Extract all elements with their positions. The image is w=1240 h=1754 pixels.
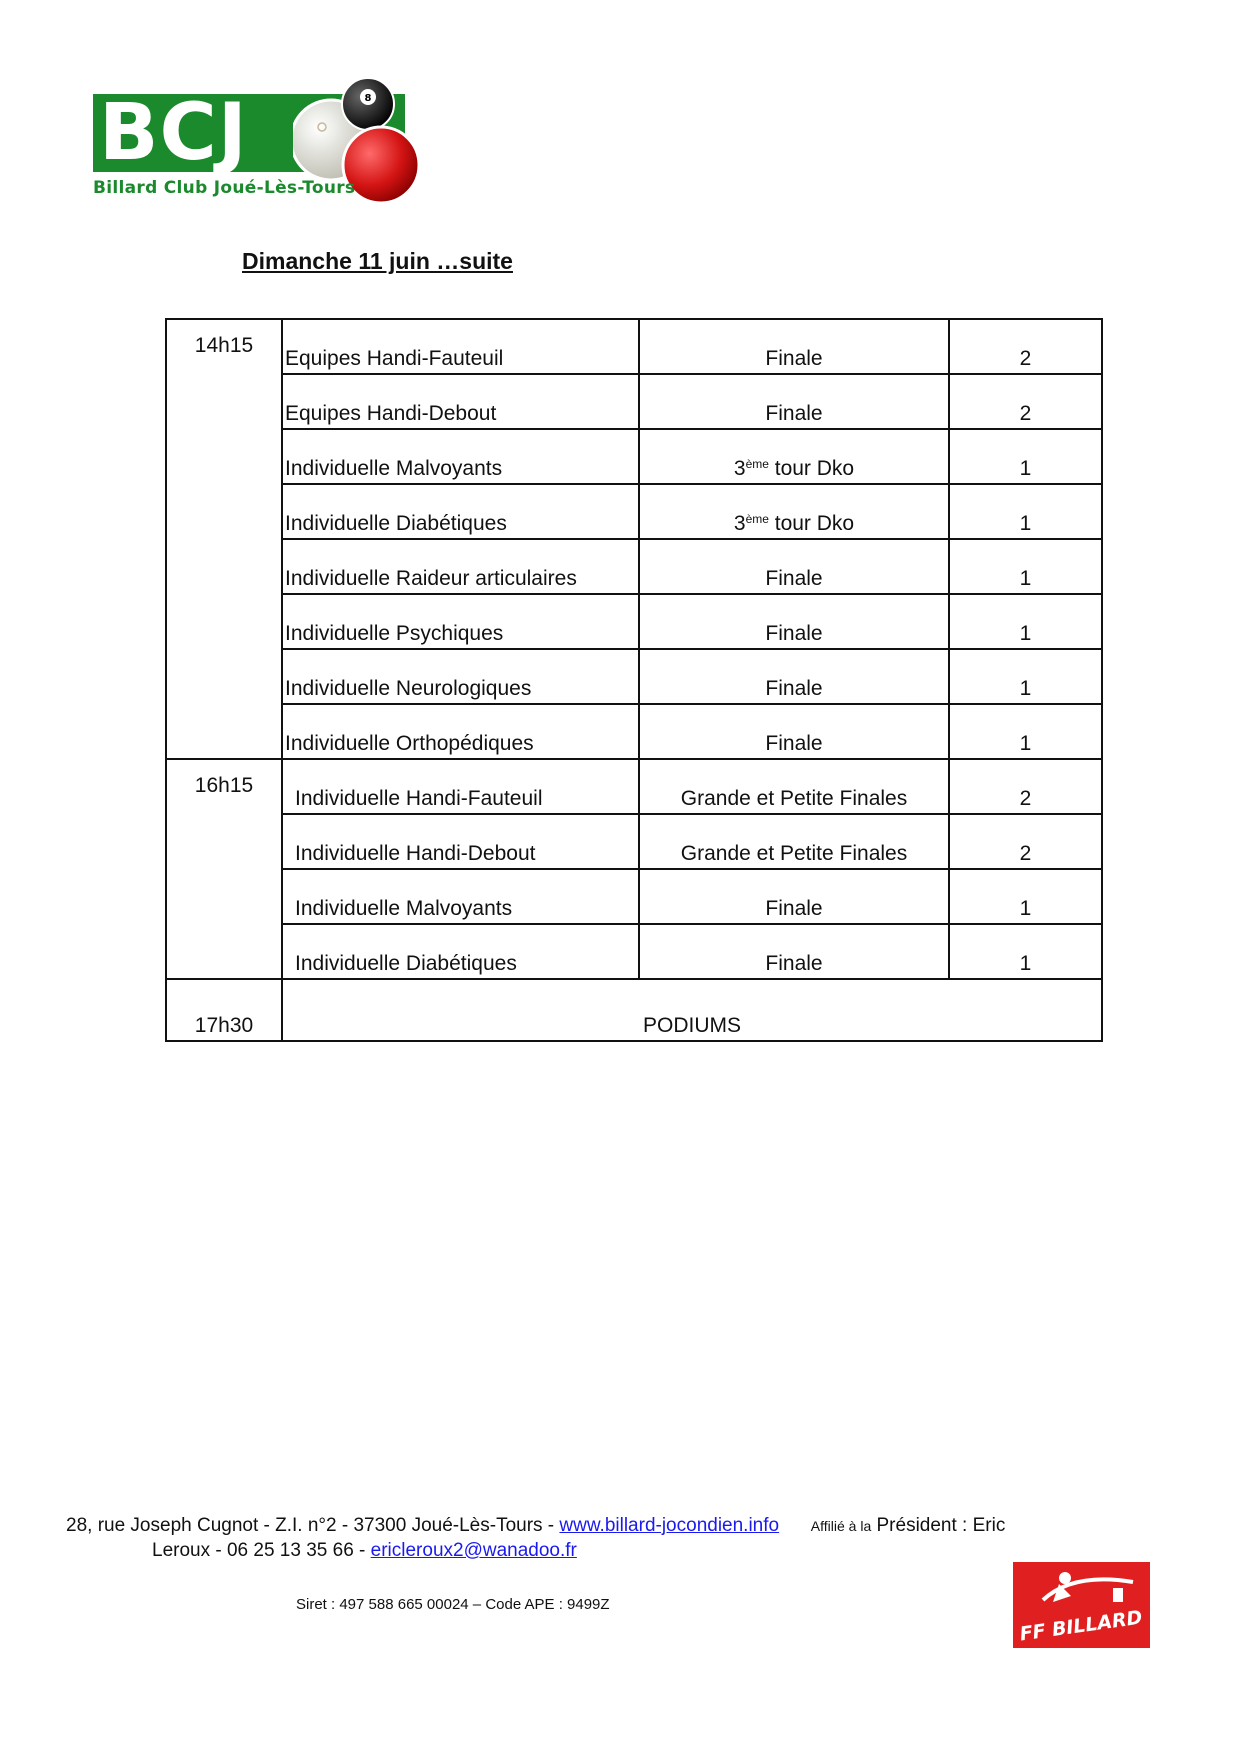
ball-number: 8 — [364, 93, 372, 104]
event-cell: Individuelle Handi-Fauteuil — [282, 759, 639, 814]
stage-cell: Finale — [639, 319, 949, 374]
event-cell: Individuelle Diabétiques — [282, 484, 639, 539]
stage-cell: Grande et Petite Finales — [639, 814, 949, 869]
stage-cell: Finale — [639, 374, 949, 429]
stage-cell: Finale — [639, 924, 949, 979]
table-row — [166, 814, 1102, 869]
stage-cell: Finale — [639, 649, 949, 704]
count-cell: 1 — [949, 429, 1102, 484]
ff-logo-text: FF BILLARD — [1018, 1606, 1144, 1646]
president-label: Président : Eric — [871, 1515, 1006, 1536]
stage-number: 3 — [733, 457, 746, 480]
table-row — [166, 979, 1102, 1041]
stage-cell: Finale — [639, 704, 949, 759]
club-logo — [93, 78, 423, 210]
count-cell: 1 — [949, 924, 1102, 979]
table-row — [166, 704, 1102, 759]
schedule-table — [165, 318, 1103, 1042]
page-heading: Dimanche 11 juin …suite — [242, 248, 513, 274]
footer-line-1 — [66, 1515, 1005, 1537]
logo-brand-text: BCJ — [99, 88, 248, 178]
stage-number: 3 — [733, 512, 746, 535]
footer-address: 28, rue Joseph Cugnot - Z.I. n°2 - 37300 Joué-Lès-Tours - — [66, 1515, 560, 1536]
count-cell: 1 — [949, 869, 1102, 924]
count-cell: 1 — [949, 704, 1102, 759]
stage-cell: Finale — [639, 594, 949, 649]
website-link[interactable]: www.billard-jocondien.info — [559, 1515, 780, 1536]
event-cell: Individuelle Handi-Debout — [282, 814, 639, 869]
event-cell: Individuelle Neurologiques — [282, 649, 639, 704]
time-cell: 16h15 — [166, 759, 282, 979]
table-row — [166, 759, 1102, 814]
affiliated-label: Affilié à la — [810, 1518, 872, 1534]
count-cell: 2 — [949, 814, 1102, 869]
table-row — [166, 484, 1102, 539]
event-cell: Individuelle Orthopédiques — [282, 704, 639, 759]
event-cell: Equipes Handi-Fauteuil — [282, 319, 639, 374]
count-cell: 2 — [949, 374, 1102, 429]
logo-club-name: Billard Club Joué-Lès-Tours — [93, 178, 356, 198]
siret-text: Siret : 497 588 665 00024 – Code APE : 9499Z — [296, 1596, 610, 1613]
event-cell: Individuelle Malvoyants — [282, 429, 639, 484]
count-cell: 2 — [949, 319, 1102, 374]
event-cell: Individuelle Diabétiques — [282, 924, 639, 979]
count-cell: 1 — [949, 484, 1102, 539]
event-cell: Individuelle Psychiques — [282, 594, 639, 649]
stage-cell: Finale — [639, 869, 949, 924]
stage-cell: Finale — [639, 539, 949, 594]
table-row — [166, 594, 1102, 649]
stage-cell — [639, 484, 949, 539]
stage-superscript: ème — [745, 512, 769, 526]
stage-cell — [639, 429, 949, 484]
stage-superscript: ème — [745, 457, 769, 471]
podiums-cell: PODIUMS — [282, 979, 1102, 1041]
footer-line-2 — [152, 1540, 577, 1562]
table-row — [166, 429, 1102, 484]
time-cell: 14h15 — [166, 319, 282, 759]
table-row — [166, 374, 1102, 429]
stage-cell: Grande et Petite Finales — [639, 759, 949, 814]
time-cell: 17h30 — [166, 979, 282, 1041]
event-cell: Individuelle Malvoyants — [282, 869, 639, 924]
count-cell: 2 — [949, 759, 1102, 814]
event-cell: Equipes Handi-Debout — [282, 374, 639, 429]
count-cell: 1 — [949, 594, 1102, 649]
table-row — [166, 649, 1102, 704]
email-link[interactable]: ericleroux2@wanadoo.fr — [370, 1540, 577, 1561]
table-row — [166, 869, 1102, 924]
count-cell: 1 — [949, 539, 1102, 594]
president-contact: Leroux - 06 25 13 35 66 - — [152, 1540, 371, 1561]
table-row — [166, 539, 1102, 594]
event-cell: Individuelle Raideur articulaires — [282, 539, 639, 594]
stage-rest: tour Dko — [768, 512, 855, 535]
table-row — [166, 924, 1102, 979]
stage-rest: tour Dko — [768, 457, 855, 480]
count-cell: 1 — [949, 649, 1102, 704]
table-row — [166, 319, 1102, 374]
ff-billard-logo — [1013, 1562, 1150, 1648]
